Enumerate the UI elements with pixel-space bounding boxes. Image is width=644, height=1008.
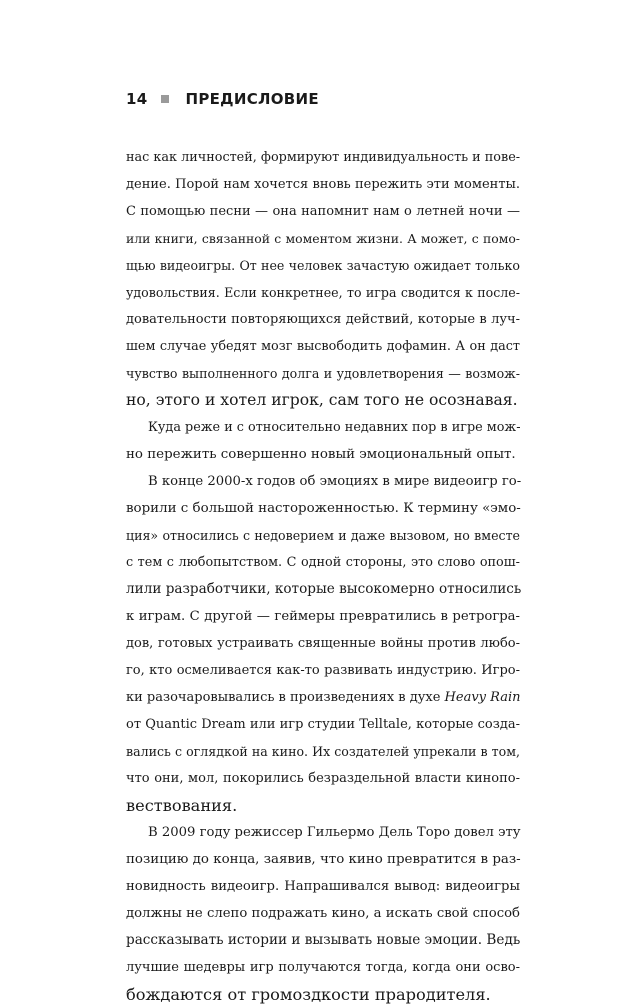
text-line: или книги, связанной с моментом жизни. А может, с помо-: [126, 231, 520, 246]
text-line: но, этого и хотел игрок, сам того не осознавая.: [126, 391, 518, 409]
text-line: нас как личностей, формируют индивидуальность и пове-: [126, 150, 521, 165]
text-line: дов, готовых устраивать священные войны против любо-: [126, 636, 520, 651]
text-line: Куда реже и с относительно недавних пор в игре мож-: [148, 420, 521, 435]
text-line: но пережить совершенно новый эмоциональный опыт.: [126, 447, 516, 462]
paragraph: [126, 468, 520, 819]
text-line: дение. Порой нам хочется вновь пережить эти моменты.: [126, 177, 520, 192]
text-line: шем случае убедят мозг высвободить дофамин. А он даст: [126, 339, 520, 354]
chapter-title: ПРЕДИСЛОВИЕ: [185, 90, 319, 108]
text-line: удовольствия. Если конкретнее, то игра сводится к после-: [126, 285, 520, 300]
page-number: 14: [126, 90, 148, 108]
text-line: к играм. С другой — геймеры превратились в ретрогра-: [126, 609, 520, 624]
text-line: бождаются от громоздкости прародителя.: [126, 985, 491, 1004]
running-header: [126, 90, 319, 108]
text-line: В 2009 году режиссер Гильермо Дель Торо довел эту: [148, 825, 521, 840]
body-text: [126, 144, 520, 1008]
text-line: рассказывать истории и вызывать новые эмоции. Ведь: [126, 932, 521, 948]
text-line: [126, 684, 520, 711]
square-separator-icon: [161, 95, 169, 103]
text-line: вались с оглядкой на кино. Их создателей упрекали в том,: [126, 744, 520, 759]
paragraph: [126, 414, 520, 468]
text-line: ворили с большой настороженностью. К термину «эмо-: [126, 501, 521, 516]
paragraph: [126, 819, 520, 1008]
text-line: позицию до конца, заявив, что кино превратится в раз-: [126, 852, 521, 867]
text-line: от Quantic Dream или игр студии Telltale, которые созда-: [126, 717, 520, 732]
text-line: должны не слепо подражать кино, а искать свой способ: [126, 906, 520, 921]
text-line: С помощью песни — она напомнит нам о летней ночи —: [126, 204, 520, 219]
text-line: что они, мол, покорились безраздельной власти кинопо-: [126, 771, 520, 786]
text-line: новидность видеоигр. Напрашивался вывод: видеоигры: [126, 879, 520, 894]
text-segment: ки разочаровывались в произведениях в духе: [126, 690, 445, 705]
text-line: го, кто осмеливается как-то развивать индустрию. Игро-: [126, 663, 520, 678]
text-line: В конце 2000-х годов об эмоциях в мире видеоигр го-: [148, 474, 522, 489]
text-line: щью видеоигры. От нее человек зачастую ожидает только: [126, 258, 520, 273]
text-line: вествования.: [126, 796, 238, 815]
italic-title: Heavy Rain: [444, 690, 521, 705]
text-line: ция» относились с недоверием и даже вызовом, но вместе: [126, 528, 520, 543]
text-line: чувство выполненного долга и удовлетворения — возмож-: [126, 366, 520, 381]
text-line: лили разработчики, которые высокомерно относились: [126, 581, 522, 597]
text-line: лучшие шедевры игр получаются тогда, когда они осво-: [126, 960, 520, 975]
text-line: довательности повторяющихся действий, которые в луч-: [126, 312, 520, 327]
text-line: с тем с любопытством. С одной стороны, это слово опош-: [126, 555, 520, 570]
paragraph: [126, 144, 520, 414]
